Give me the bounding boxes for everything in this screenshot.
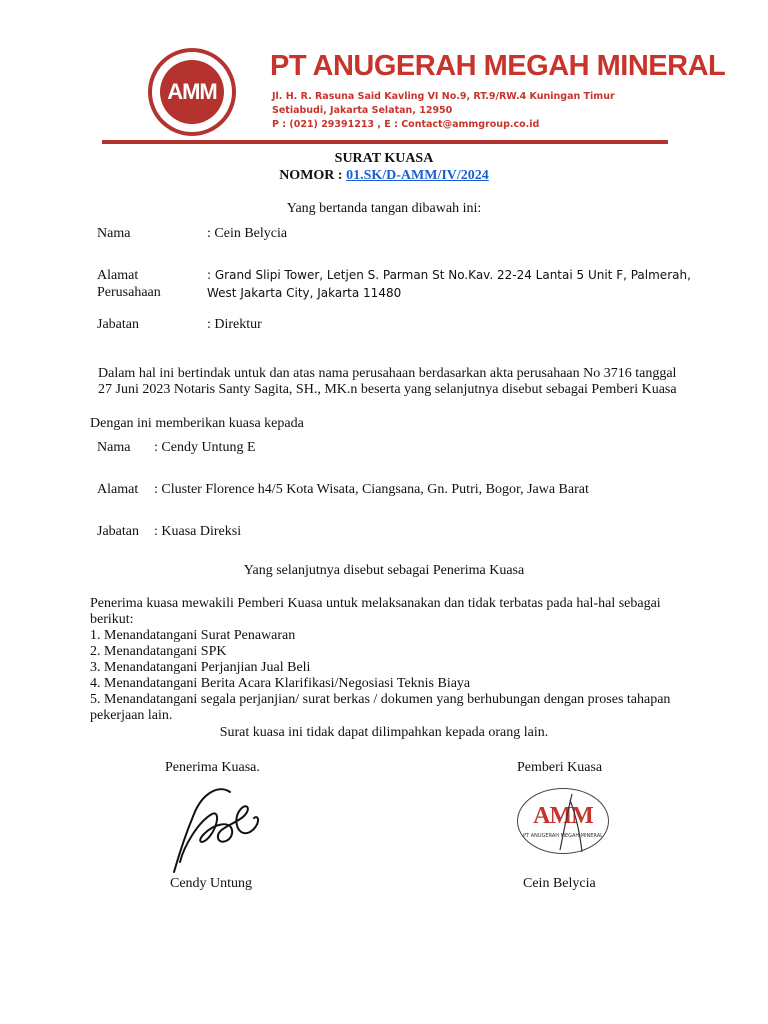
scope-item: 3. Menandatangani Perjanjian Jual Beli: [90, 660, 311, 675]
non-transfer-note: Surat kuasa ini tidak dapat dilimpahkan kepada orang lain.: [219, 725, 549, 740]
document-title: SURAT KUASA: [334, 151, 434, 166]
grantor-name-label: Nama: [97, 226, 131, 241]
company-logo: [148, 48, 236, 136]
grantee-signature-heading: Penerima Kuasa.: [165, 760, 260, 775]
scope-item: 4. Menandatangani Berita Acara Klarifikasi/Negosiasi Teknis Biaya: [90, 676, 471, 691]
grantor-address-value-1: : Grand Slipi Tower, Letjen S. Parman St No.Kav. 22-24 Lantai 5 Unit F, Palmerah,: [207, 268, 691, 282]
scope-item: 5. Menandatangani segala perjanjian/ surat berkas / dokumen yang berhubungan dengan proses tahapan: [90, 692, 671, 707]
grantee-signature-name: Cendy Untung: [170, 876, 253, 891]
grantee-address-value: : Cluster Florence h4/5 Kota Wisata, Ciangsana, Gn. Putri, Bogor, Jawa Barat: [154, 482, 589, 497]
grantor-signature-heading: Pemberi Kuasa: [517, 760, 603, 775]
grantee-address-label: Alamat: [97, 482, 139, 497]
grant-intro: Dengan ini memberikan kuasa kepada: [90, 416, 304, 431]
grantor-address-label-1: Alamat: [97, 268, 139, 283]
grantor-signature: [540, 790, 600, 860]
grantee-signature: [160, 780, 280, 880]
document-number-link[interactable]: 01.SK/D-AMM/IV/2024: [346, 168, 489, 183]
stamp-company-text: PT ANUGERAH MEGAH MINERAL: [523, 833, 603, 839]
scope-intro-line-2: berikut:: [90, 612, 134, 627]
scope-item: 1. Menandatangani Surat Penawaran: [90, 628, 296, 643]
grantee-position-label: Jabatan: [97, 524, 139, 539]
company-contact-line: P : (021) 29391213 , E : Contact@ammgroup.co.id: [272, 119, 540, 130]
company-name: PT ANUGERAH MEGAH MINERAL: [270, 50, 726, 82]
grantor-address-value-2: West Jakarta City, Jakarta 11480: [207, 286, 402, 300]
grantor-address-label-2: Perusahaan: [97, 285, 161, 300]
acting-paragraph-line-2: 27 Juni 2023 Notaris Santy Sagita, SH., MK.n beserta yang selanjutnya disebut sebagai Pemberi Kuasa: [98, 382, 677, 397]
grantor-position-value: : Direktur: [207, 317, 262, 332]
company-address-line-1: Jl. H. R. Rasuna Said Kavling VI No.9, RT.9/RW.4 Kuningan Timur: [272, 91, 615, 102]
grantee-note: Yang selanjutnya disebut sebagai Penerima Kuasa: [243, 563, 525, 578]
grantee-position-value: : Kuasa Direksi: [154, 524, 242, 539]
grantor-signature-name: Cein Belycia: [523, 876, 596, 891]
document-number: [0, 168, 768, 184]
acting-paragraph-line-1: Dalam hal ini bertindak untuk dan atas nama perusahaan berdasarkan akta perusahaan No 3716 tanggal: [98, 366, 677, 381]
scope-item-continuation: pekerjaan lain.: [90, 708, 173, 723]
grantor-position-label: Jabatan: [97, 317, 139, 332]
company-address-line-2: Setiabudi, Jakarta Selatan, 12950: [272, 105, 453, 116]
grantee-name-label: Nama: [97, 440, 131, 455]
grantor-name-value: : Cein Belycia: [207, 226, 288, 241]
scope-item: 2. Menandatangani SPK: [90, 644, 227, 659]
grantee-name-value: : Cendy Untung E: [154, 440, 256, 455]
document-number-label: NOMOR :: [279, 168, 347, 183]
scope-intro-line-1: Penerima kuasa mewakili Pemberi Kuasa untuk melaksanakan dan tidak terbatas pada hal-hal sebagai: [90, 596, 661, 611]
intro-text: Yang bertanda tangan dibawah ini:: [286, 201, 482, 216]
letterhead-divider: [102, 140, 668, 144]
letterhead: [90, 44, 726, 148]
stamp-logo-text: AMM: [533, 803, 593, 829]
company-logo-text: AMM: [160, 60, 224, 124]
